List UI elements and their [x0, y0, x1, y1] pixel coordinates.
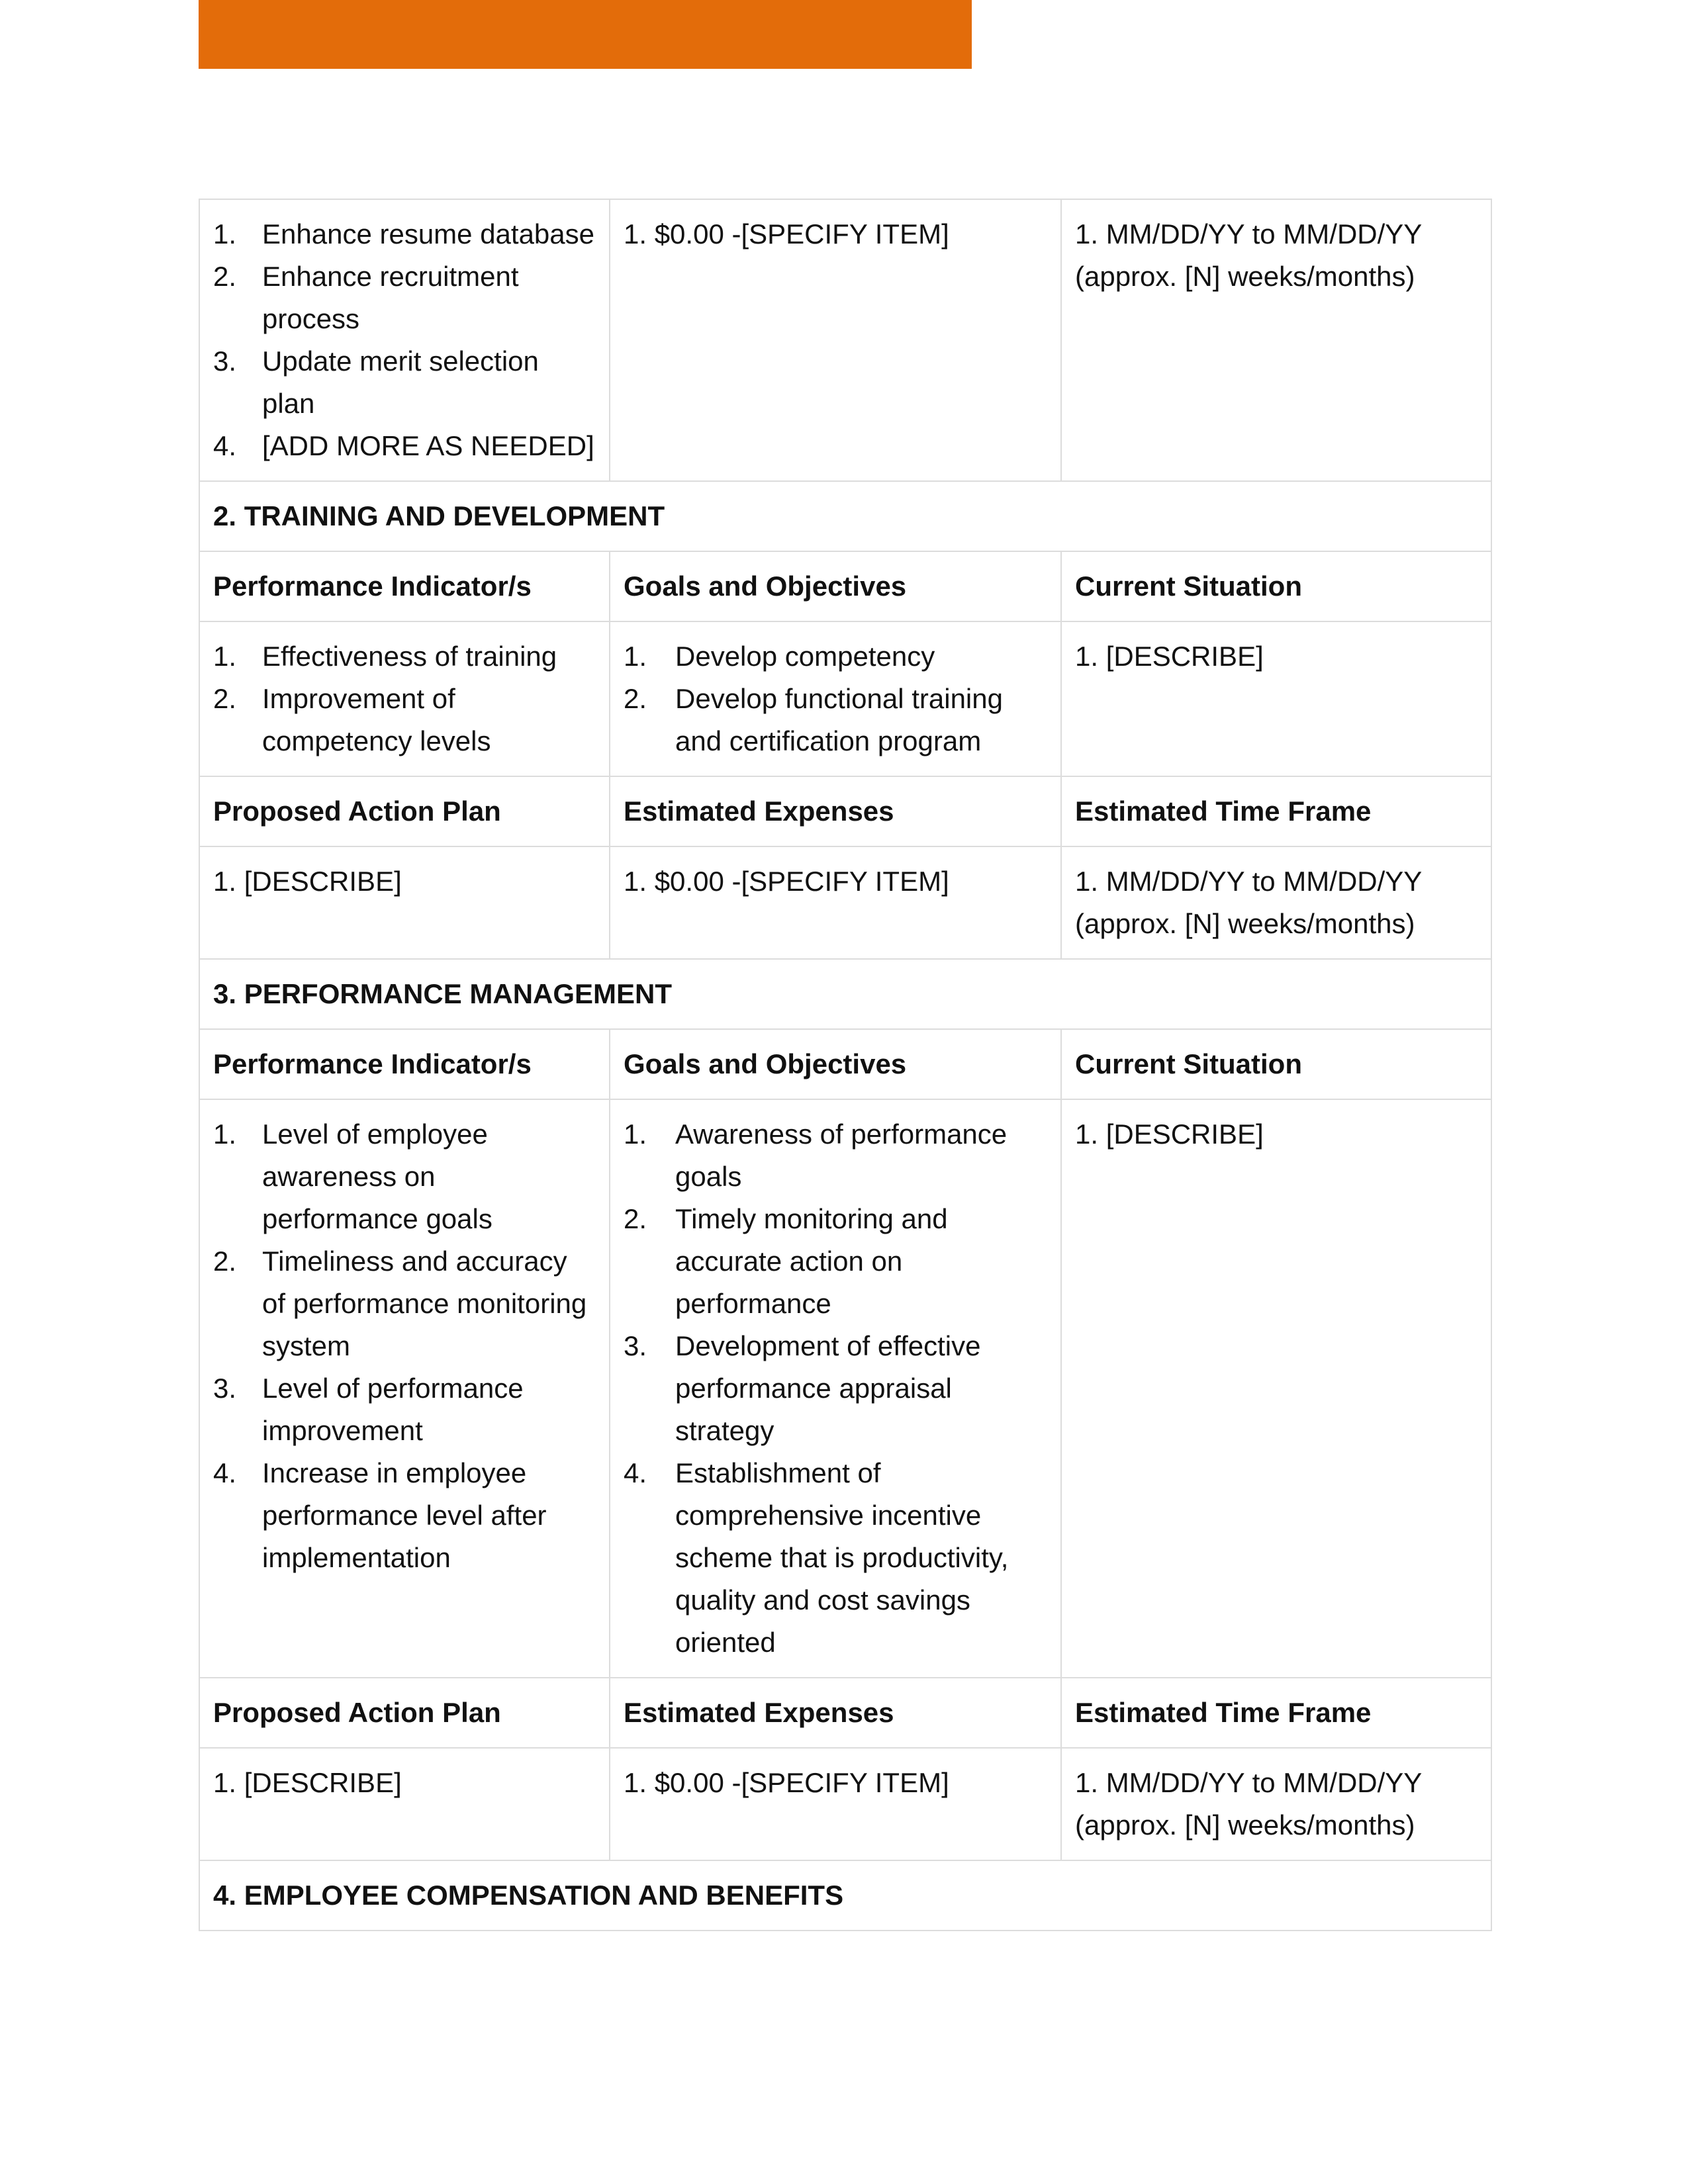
performance-indicators-row — [199, 1099, 1491, 1678]
list-item: 4. Establishment of comprehensive incentive scheme that is productivity, quality and cost savings oriented — [624, 1457, 1009, 1658]
performance-plan-header-row — [199, 1678, 1491, 1748]
header-banner — [199, 0, 972, 69]
list-item: 2. Develop functional training and certification program — [624, 683, 1003, 756]
training-indicators-cell — [199, 621, 610, 776]
list-item: 4. Increase in employee performance level after implementation — [213, 1457, 547, 1573]
training-section-heading-row — [199, 481, 1491, 551]
training-goal-list — [624, 635, 1046, 762]
training-timeframe-cell: 1. MM/DD/YY to MM/DD/YY (approx. [N] weeks/months) — [1061, 846, 1491, 959]
list-item: 4. [ADD MORE AS NEEDED] — [213, 430, 594, 461]
recruitment-action-list — [213, 213, 594, 467]
performance-indicators-cell — [199, 1099, 610, 1678]
action-plan-header: Proposed Action Plan — [199, 776, 610, 846]
list-item: 2. Improvement of competency levels — [213, 683, 491, 756]
training-situation-cell: 1. [DESCRIBE] — [1061, 621, 1491, 776]
timeframe-header: Estimated Time Frame — [1061, 1678, 1491, 1748]
action-plan-header: Proposed Action Plan — [199, 1678, 610, 1748]
training-plan-row — [199, 846, 1491, 959]
recruitment-timeframe-cell: 1. MM/DD/YY to MM/DD/YY (approx. [N] weeks/months) — [1061, 199, 1491, 481]
situation-header: Current Situation — [1061, 551, 1491, 621]
performance-goal-list — [624, 1113, 1046, 1664]
expenses-header: Estimated Expenses — [610, 776, 1061, 846]
list-item: 2. Timely monitoring and accurate action on performance — [624, 1203, 948, 1319]
performance-section-heading: 3. PERFORMANCE MANAGEMENT — [199, 959, 1491, 1029]
performance-plan-row — [199, 1748, 1491, 1860]
training-indicator-list — [213, 635, 594, 762]
training-goals-cell — [610, 621, 1061, 776]
training-header-row — [199, 551, 1491, 621]
performance-section-heading-row — [199, 959, 1491, 1029]
list-item: 1. Enhance resume database — [213, 218, 595, 250]
goals-header: Goals and Objectives — [610, 1029, 1061, 1099]
compensation-section-heading: 4. EMPLOYEE COMPENSATION AND BENEFITS — [199, 1860, 1491, 1931]
training-indicators-row — [199, 621, 1491, 776]
performance-timeframe-cell: 1. MM/DD/YY to MM/DD/YY (approx. [N] weeks/months) — [1061, 1748, 1491, 1860]
recruitment-action-row — [199, 199, 1491, 481]
hr-action-plan-table — [199, 199, 1492, 1931]
recruitment-expense-cell: 1. $0.00 -[SPECIFY ITEM] — [610, 199, 1061, 481]
situation-header: Current Situation — [1061, 1029, 1491, 1099]
goals-header: Goals and Objectives — [610, 551, 1061, 621]
training-plan-header-row — [199, 776, 1491, 846]
performance-indicator-list — [213, 1113, 594, 1579]
performance-situation-cell: 1. [DESCRIBE] — [1061, 1099, 1491, 1678]
list-item: 3. Update merit selection plan — [213, 345, 539, 419]
compensation-section-heading-row — [199, 1860, 1491, 1931]
indicators-header: Performance Indicator/s — [199, 1029, 610, 1099]
performance-header-row — [199, 1029, 1491, 1099]
list-item: 1. Effectiveness of training — [213, 641, 557, 672]
indicators-header: Performance Indicator/s — [199, 551, 610, 621]
timeframe-header: Estimated Time Frame — [1061, 776, 1491, 846]
performance-goals-cell — [610, 1099, 1061, 1678]
recruitment-action-plan-cell — [199, 199, 610, 481]
training-action-cell: 1. [DESCRIBE] — [199, 846, 610, 959]
training-expense-cell: 1. $0.00 -[SPECIFY ITEM] — [610, 846, 1061, 959]
list-item: 3. Development of effective performance appraisal strategy — [624, 1330, 981, 1446]
performance-expense-cell: 1. $0.00 -[SPECIFY ITEM] — [610, 1748, 1061, 1860]
training-section-heading: 2. TRAINING AND DEVELOPMENT — [199, 481, 1491, 551]
list-item: 2. Enhance recruitment process — [213, 261, 519, 334]
list-item: 1. Level of employee awareness on performance goals — [213, 1118, 492, 1234]
list-item: 3. Level of performance improvement — [213, 1373, 524, 1446]
list-item: 1. Develop competency — [624, 641, 935, 672]
expenses-header: Estimated Expenses — [610, 1678, 1061, 1748]
performance-action-cell: 1. [DESCRIBE] — [199, 1748, 610, 1860]
list-item: 1. Awareness of performance goals — [624, 1118, 1008, 1192]
list-item: 2. Timeliness and accuracy of performance monitoring system — [213, 1246, 587, 1361]
